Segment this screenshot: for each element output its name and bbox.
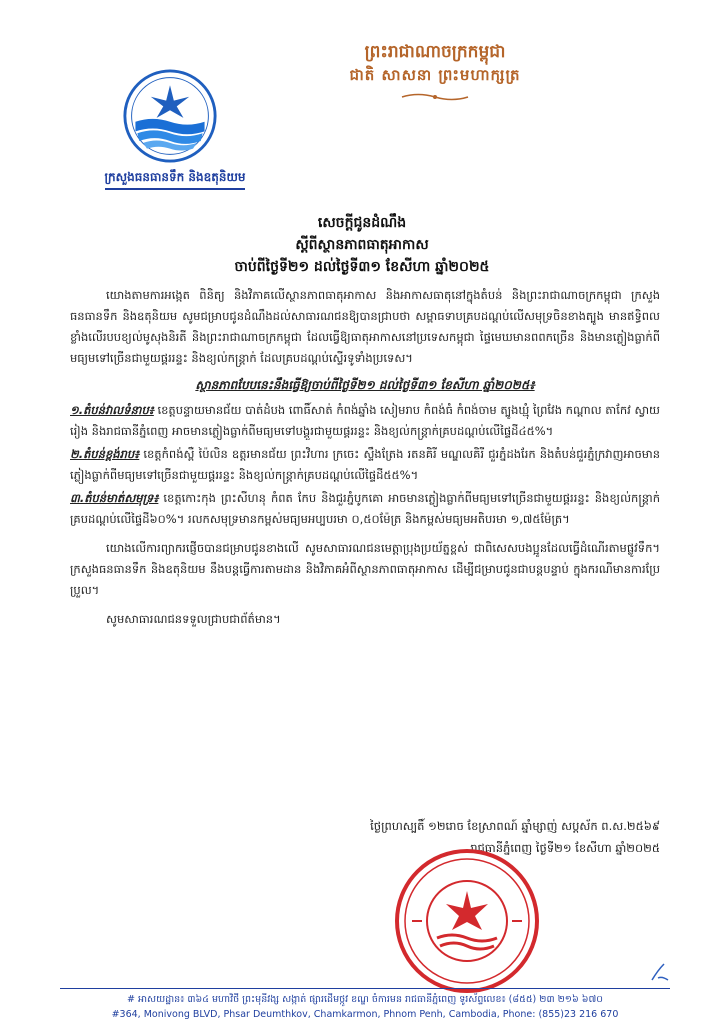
official-seal-icon [392,846,542,996]
title-line-3: ចាប់ពីថ្ងៃទី២១ ដល់ថ្ងៃទី៣១ ខែសីហា ឆ្នាំ២០២៥ [234,259,490,275]
ministry-name [100,168,250,190]
footer-address-khmer: # អាសយដ្ឋាន៖ ៣៦៤ មហាវិថី ព្រះមុនីវង្ស សង្កាត់ ផ្សារដើមថ្កូវ ខណ្ឌ ចំការមន រាជធានីភ្នំពេញ ទូរស័ព្ទលេខ៖ (៨៥៥) ២៣ ២១៦ ៦៧០ [127,994,603,1005]
section-heading: ស្ថានភាពបែបនេះនឹងធ្វើឱ្យចាប់ពីថ្ងៃទី២១ ដល់ថ្ងៃទី៣១ ខែសីហា ឆ្នាំ២០២៥៖ [195,378,535,392]
region-text: ខេត្តកោះកុង ព្រះសីហនុ កំពត កែប និងជួរភ្នំបូកគោ អាចមានភ្លៀងធ្លាក់ពីមធ្យមទៅច្រើនជាមួយផ្គររន្ទះ និងខ្យល់កន្ត្រាក់គ្របដណ្តប់លើផ្ទៃដី៦០%។ រលកសមុទ្រមានកម្ពស់មធ្យមអប្បបរមា ០,៥០ម៉ែត្រ និងកម្ពស់មធ្យមអតិបរមា ១,៧៥ម៉ែត្រ។ [70,491,660,526]
region-lowland [70,400,660,442]
title-line-2: ស្តីពីស្ថានភាពធាតុអាកាស [295,237,429,253]
region-label: ៣.តំបន់មាត់សមុទ្រ៖ [70,491,159,505]
solar-date: រាជធានីភ្នំពេញ ថ្ងៃទី២១ ខែសីហា ឆ្នាំ២០២៥ [470,841,660,855]
kingdom-name: ព្រះរាជាណាចក្រកម្ពុជា [364,42,506,62]
kingdom-motto [270,40,600,106]
signature-mark-icon [648,960,672,984]
ministry-logo-icon [122,68,218,164]
region-text: ខេត្តបន្ទាយមានជ័យ បាត់ដំបង ពោធិ៍សាត់ កំពង់ឆ្នាំង សៀមរាប កំពង់ធំ កំពង់ចាម ត្បូងឃ្មុំ ព្រៃវែង កណ្តាល តាកែវ ស្វាយរៀង និងរាជធានីភ្នំពេញ អាចមានភ្លៀងធ្លាក់ពីមធ្យមទៅបង្គួរជាមួយផ្គររន្ទះ និងខ្យល់កន្ត្រាក់គ្របដណ្តប់លើផ្ទៃដី៤៥%។ [70,403,660,438]
footer-address-english: #364, Monivong BLVD, Phsar Deumthkov, Chamkarmon, Phnom Penh, Cambodia, Phone: (855)23 216 670 [111,1009,619,1020]
title-line-1: សេចក្តីជូនដំណឹង [317,215,407,231]
document-body [70,285,660,636]
ornament-divider-icon [400,92,470,102]
ministry-underline [105,188,245,190]
document-title [120,212,604,278]
intro-paragraph: យោងតាមការអង្កេត ពិនិត្យ និងវិភាគលើស្ថានភាពធាតុអាកាស និងអាកាសធាតុនៅក្នុងតំបន់ និងព្រះរាជាណាចក្រកម្ពុជា ក្រសួងធនធានទឹក និងឧតុនិយម សូមជម្រាបជូនដំណឹងដល់សាធារណជនឱ្យបានជ្រាបថា សម្ពាធទាបគ្របដណ្តប់លើសមុទ្រចិនខាងត្បូង មានឥទ្ធិពលខ្លាំងលើរបបខ្យល់មូសុងនិរតី និងព្រះរាជាណាចក្រកម្ពុជា ដែលធ្វើឱ្យធាតុអាកាសនៅប្រទេសកម្ពុជា ផ្ទៃមេឃមានពពកច្រើន និងមានភ្លៀងធ្លាក់ពីមធ្យមទៅច្រើនជាមួយផ្គររន្ទះ និងខ្យល់កន្ត្រាក់ ដែលគ្របដណ្តប់ស្ទើរទូទាំងប្រទេស។ [70,288,660,365]
region-text: ខេត្តកំពង់ស្ពឺ ប៉ៃលិន ឧត្តរមានជ័យ ព្រះវិហារ ក្រចេះ ស្ទឹងត្រែង រតនគិរី មណ្ឌលគិរី ជួរភ្នំដងរែក និងតំបន់ជួរភ្នំក្រវាញអាចមានភ្លៀងធ្លាក់ពីមធ្យមទៅច្រើនជាមួយផ្គររន្ទះ និងខ្យល់កន្ត្រាក់គ្របដណ្តប់លើផ្ទៃដី៥៥%។ [70,447,660,482]
footer-divider [60,988,670,989]
footer-address [60,992,670,1022]
national-motto: ជាតិ សាសនា ព្រះមហាក្សត្រ [349,66,521,84]
lunar-date: ថ្ងៃព្រហស្បតិ៍ ១២រោច ខែស្រាពណ៍ ឆ្នាំម្សាញ់ សប្តស័ក ព.ស.២៥៦៩ [370,819,660,833]
region-coastal [70,488,660,530]
region-highland [70,444,660,486]
closing-line: សូមសាធារណជនទទួលជ្រាបជាព័ត៌មាន។ [106,612,281,626]
ministry-name-text: ក្រសួងធនធានទឹក និងឧតុនិយម [104,170,246,184]
advice-paragraph: យោងលើការព្យាករផ្ញើចបានជម្រាបជូនខាងលើ សូមសាធារណជនមេត្តាប្រុងប្រយ័ត្នខ្ពស់ ជាពិសេសបងប្អូនដែលធ្វើដំណើរតាមផ្លូវទឹក។ ក្រសួងធនធានទឹក និងឧតុនិយម នឹងបន្តធ្វើការតាមដាន និងវិភាគអំពីស្ថានភាពធាតុអាកាស ដើម្បីជម្រាបជូនជាបន្តបន្ទាប់ ក្នុងករណីមានការប្រែប្រួល។ [70,541,660,597]
region-label: ២.តំបន់ខ្ពង់រាប៖ [70,447,140,461]
region-label: ១.តំបន់វាលទំនាប៖ [70,403,154,417]
